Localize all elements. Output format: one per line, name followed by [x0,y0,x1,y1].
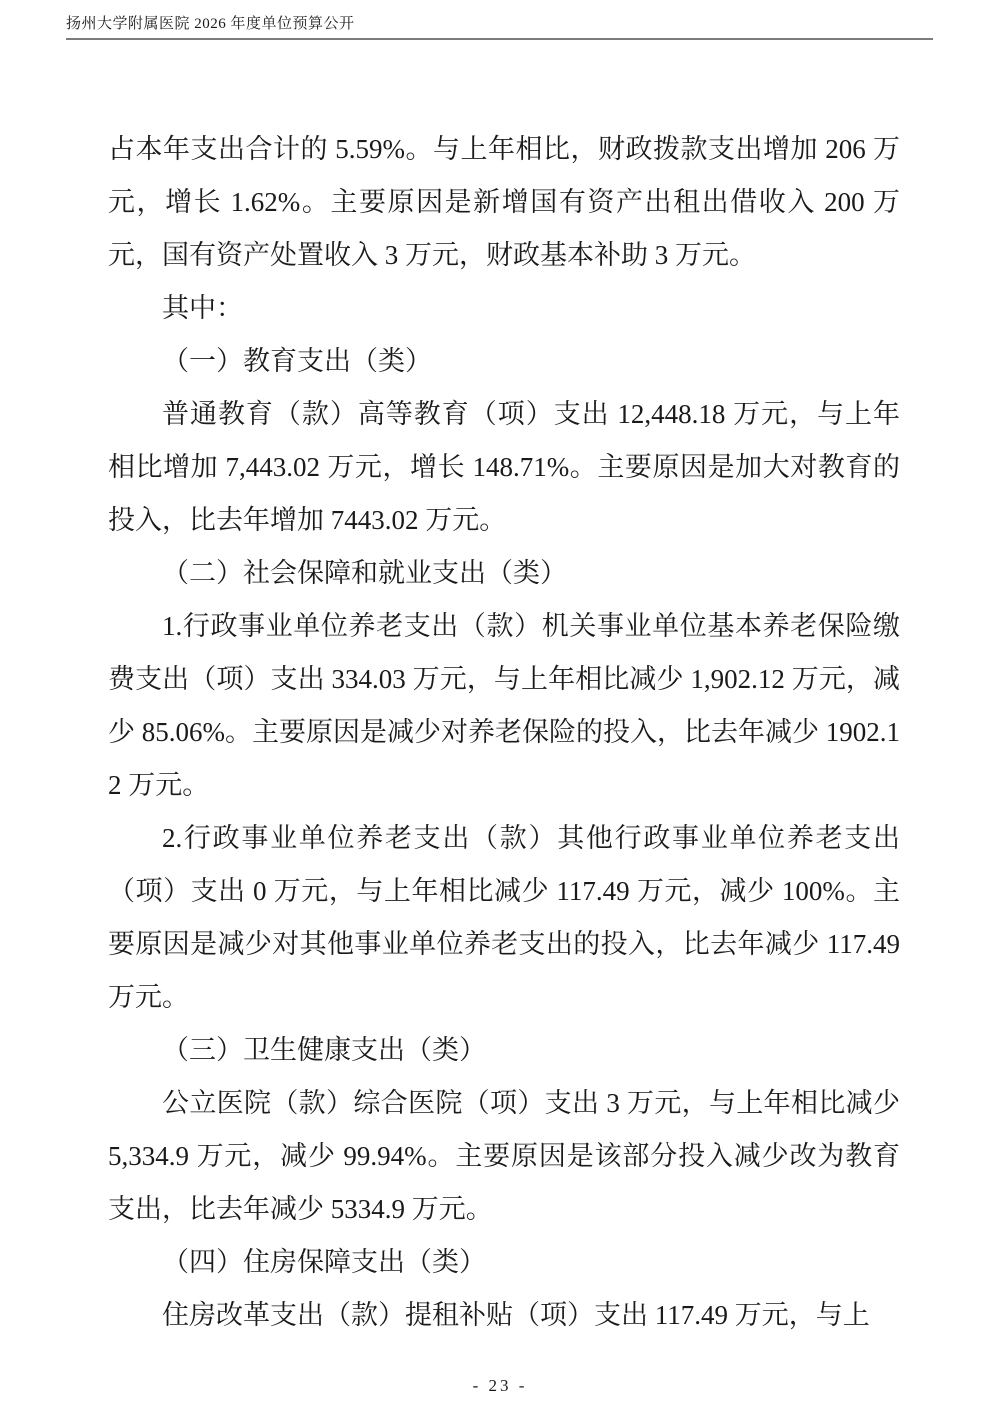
page-number: - 23 - [472,1376,528,1395]
paragraph: 2.行政事业单位养老支出（款）其他行政事业单位养老支出（项）支出 0 万元，与上年相比减少 117.49 万元，减少 100%。主要原因是减少对其他事业单位养老支出的投入，比去年减少 117.49 万元。 [108,823,900,1012]
paragraph: 1.行政事业单位养老支出（款）机关事业单位基本养老保险缴费支出（项）支出 334.03 万元，与上年相比减少 1,902.12 万元，减少 85.06%。主要原因是减少对养老保险的投入，比去年减少 1902.12 万元。 [108,611,900,800]
section-heading: （三）卫生健康支出（类） [162,1035,486,1065]
document-body [108,123,900,1342]
section-heading: （二）社会保障和就业支出（类） [162,558,567,588]
paragraph: 普通教育（款）高等教育（项）支出 12,448.18 万元，与上年相比增加 7,443.02 万元，增长 148.71%。主要原因是加大对教育的投入，比去年增加 7443.02 万元。 [108,399,900,535]
header-rule [66,38,933,40]
paragraph: 公立医院（款）综合医院（项）支出 3 万元，与上年相比减少 5,334.9 万元，减少 99.94%。主要原因是该部分投入减少改为教育支出，比去年减少 5334.9 万元。 [108,1088,900,1224]
page-header [66,14,933,40]
paragraph: 其中： [162,293,243,323]
section-heading: （一）教育支出（类） [162,346,432,376]
paragraph-continuation: 占本年支出合计的 5.59%。与上年相比，财政拨款支出增加 206 万元，增长 1.62%。主要原因是新增国有资产出租出借收入 200 万元，国有资产处置收入 3 万元，财政基本补助 3 万元。 [108,134,900,270]
paragraph: 住房改革支出（款）提租补贴（项）支出 117.49 万元，与上 [162,1300,870,1330]
section-heading: （四）住房保障支出（类） [162,1247,486,1277]
header-title: 扬州大学附属医院 2026 年度单位预算公开 [66,16,355,32]
